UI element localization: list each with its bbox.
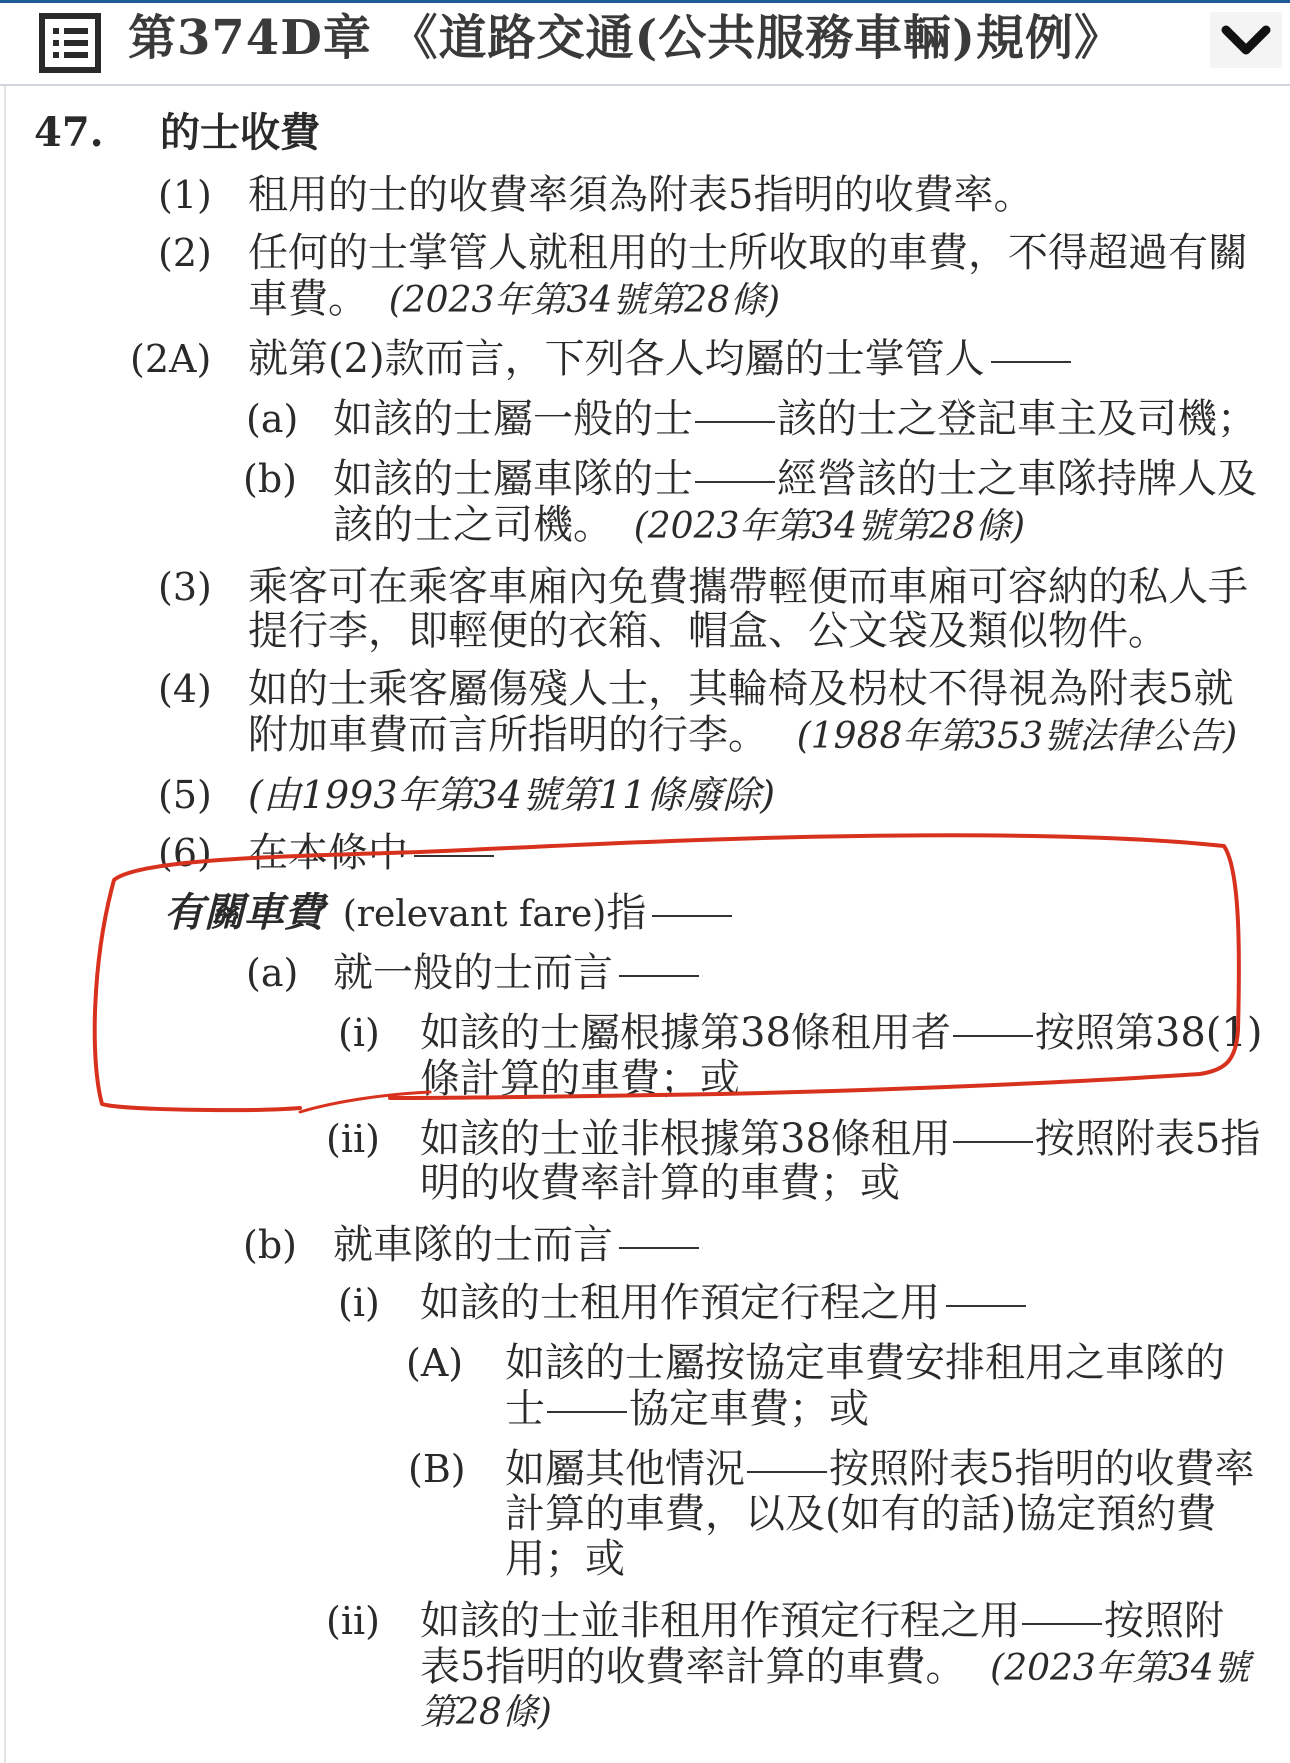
paragraph-label-a: (a) xyxy=(246,397,299,441)
subsection-5-repealed: (由1993年第34號第11條廢除) xyxy=(248,773,776,817)
definition-a-i-text xyxy=(420,1010,1262,1056)
definition-b-ii-text-cont xyxy=(420,1644,1250,1692)
subsection-6-text xyxy=(248,830,494,876)
definition-b-ii-text-1b: 按照附 xyxy=(1104,1598,1224,1644)
paragraph-2A-b-text-1: 如該的士屬車隊的士 xyxy=(333,456,693,502)
app-header xyxy=(0,0,1290,86)
definition-a-ii-text-1: 如該的士並非根據第38條租用 xyxy=(420,1116,951,1162)
chevron-down-icon[interactable] xyxy=(1210,12,1282,68)
em-dash xyxy=(695,421,775,423)
paragraph-2A-b-text-cont xyxy=(333,502,1025,550)
definition-term-line xyxy=(164,890,732,938)
subsection-label-2: (2) xyxy=(158,231,212,275)
definition-a-ii-text-2: 按照附表5指 xyxy=(1034,1116,1261,1162)
subsection-label-1: (1) xyxy=(158,173,212,217)
definition-b-i-text xyxy=(420,1280,1026,1326)
subparagraph-label-ii: (ii) xyxy=(326,1117,380,1161)
em-dash xyxy=(991,361,1071,363)
definition-b-i-B-text xyxy=(505,1446,1254,1492)
definition-b-i-B-text-line2: 計算的車費，以及(如有的話)協定預約費 xyxy=(505,1491,1217,1537)
em-dash xyxy=(1022,1623,1102,1625)
definition-b-ii-text-line2: 表5指明的收費率計算的車費。 xyxy=(420,1644,966,1690)
paragraph-label-b: (b) xyxy=(243,1223,297,1267)
paragraph-2A-a-text-1: 如該的士屬一般的士 xyxy=(333,396,693,442)
definition-term-en: (relevant fare) xyxy=(342,894,607,935)
paragraph-2A-a-text-2: 該的士之登記車主及司機； xyxy=(777,396,1257,442)
definition-b-i-text-line1: 如該的士租用作預定行程之用 xyxy=(420,1280,940,1326)
section-number: 47. xyxy=(34,109,104,156)
paragraph-2A-b-text-line2: 該的士之司機。 xyxy=(333,502,613,548)
subparagraph-label-i: (i) xyxy=(338,1281,380,1325)
subsection-4-text: 如的士乘客屬傷殘人士，其輪椅及枴杖不得視為附表5就 xyxy=(248,666,1234,712)
citation: (1988年第353號法律公告) xyxy=(796,716,1238,757)
definition-a-i-text-2: 按照第38(1) xyxy=(1034,1010,1263,1056)
subsection-2-text-line2: 車費。 xyxy=(248,276,368,322)
definition-b-i-A-text: 如該的士屬按協定車費安排租用之車隊的 xyxy=(505,1340,1225,1386)
page-title: 第374D章 《道路交通(公共服務車輛)規例》 xyxy=(128,10,1123,66)
subsection-2-text: 任何的士掌管人就租用的士所收取的車費，不得超過有關 xyxy=(248,230,1248,276)
definition-a-text xyxy=(333,950,699,996)
definition-a-i-text-1: 如該的士屬根據第38條租用者 xyxy=(420,1010,951,1056)
em-dash xyxy=(619,1247,699,1249)
definition-term: 有關車費 xyxy=(164,889,324,936)
subsection-label-4: (4) xyxy=(158,667,212,711)
definition-b-i-B-text-line3: 用；或 xyxy=(505,1536,625,1582)
definition-b-i-A-text-2b: 協定車費；或 xyxy=(629,1386,869,1432)
section-heading: 的士收費 xyxy=(160,109,320,156)
definition-b-text-line1: 就車隊的士而言 xyxy=(333,1222,613,1268)
subsection-3-text-line2: 提行李，即輕便的衣箱、帽盒、公文袋及類似物件。 xyxy=(248,608,1168,654)
subsection-2A-text-line1: 就第(2)款而言，下列各人均屬的士掌管人 xyxy=(248,336,985,382)
em-dash xyxy=(547,1411,627,1413)
definition-zhi: 指 xyxy=(606,890,647,936)
subparagraph-label-i: (i) xyxy=(338,1011,380,1055)
definition-b-i-A-text-2a: 士 xyxy=(505,1386,545,1432)
subsection-4-text-line2: 附加車費而言所指明的行李。 xyxy=(248,712,768,758)
definition-b-i-A-text-cont xyxy=(505,1386,869,1432)
paragraph-label-a: (a) xyxy=(246,951,299,995)
clause-label-A: (A) xyxy=(406,1341,464,1385)
subsection-2-text-cont xyxy=(248,276,780,324)
em-dash xyxy=(953,1035,1033,1037)
definition-b-text xyxy=(333,1222,699,1268)
em-dash xyxy=(695,481,775,483)
subsection-label-2A: (2A) xyxy=(130,337,212,381)
em-dash xyxy=(953,1141,1033,1143)
definition-a-ii-text-line2: 明的收費率計算的車費；或 xyxy=(420,1160,900,1206)
subsection-2A-text xyxy=(248,336,1071,382)
paragraph-2A-a-text xyxy=(333,396,1257,442)
citation: (2023年第34號第28條) xyxy=(633,506,1026,547)
definition-b-i-B-text-1a: 如屬其他情況 xyxy=(505,1446,745,1492)
subsection-label-3: (3) xyxy=(158,565,212,609)
definition-a-text-line1: 就一般的士而言 xyxy=(333,950,613,996)
definition-a-ii-text xyxy=(420,1116,1260,1162)
subsection-3-text: 乘客可在乘客車廂內免費攜帶輕便而車廂可容納的私人手 xyxy=(248,564,1248,610)
paragraph-2A-b-text-2: 經營該的士之車隊持牌人及 xyxy=(777,456,1257,502)
list-menu-icon[interactable] xyxy=(38,12,102,74)
citation: 第28條) xyxy=(420,1692,552,1733)
subsection-6-text-line1: 在本條中 xyxy=(248,830,408,876)
left-margin-rule xyxy=(4,86,6,1763)
em-dash xyxy=(747,1471,827,1473)
definition-b-ii-text xyxy=(420,1598,1224,1644)
em-dash xyxy=(619,975,699,977)
paragraph-label-b: (b) xyxy=(243,457,297,501)
em-dash xyxy=(414,855,494,857)
subsection-4-text-cont xyxy=(248,712,1237,760)
definition-b-ii-text-1a: 如該的士並非租用作預定行程之用 xyxy=(420,1598,1020,1644)
definition-b-i-B-text-1b: 按照附表5指明的收費率 xyxy=(829,1446,1255,1492)
subsection-1-text: 租用的士的收費率須為附表5指明的收費率。 xyxy=(248,172,1034,218)
subsection-label-6: (6) xyxy=(158,831,212,875)
subparagraph-label-ii: (ii) xyxy=(326,1599,380,1643)
em-dash xyxy=(652,915,732,917)
clause-label-B: (B) xyxy=(408,1447,466,1491)
paragraph-2A-b-text xyxy=(333,456,1257,502)
citation: (2023年第34號 xyxy=(990,1648,1250,1689)
em-dash xyxy=(946,1305,1026,1307)
citation: (2023年第34號第28條) xyxy=(388,280,781,321)
subsection-label-5: (5) xyxy=(158,773,212,817)
definition-a-i-text-line2: 條計算的車費；或 xyxy=(420,1056,740,1102)
header-accent-bar xyxy=(0,0,1290,3)
